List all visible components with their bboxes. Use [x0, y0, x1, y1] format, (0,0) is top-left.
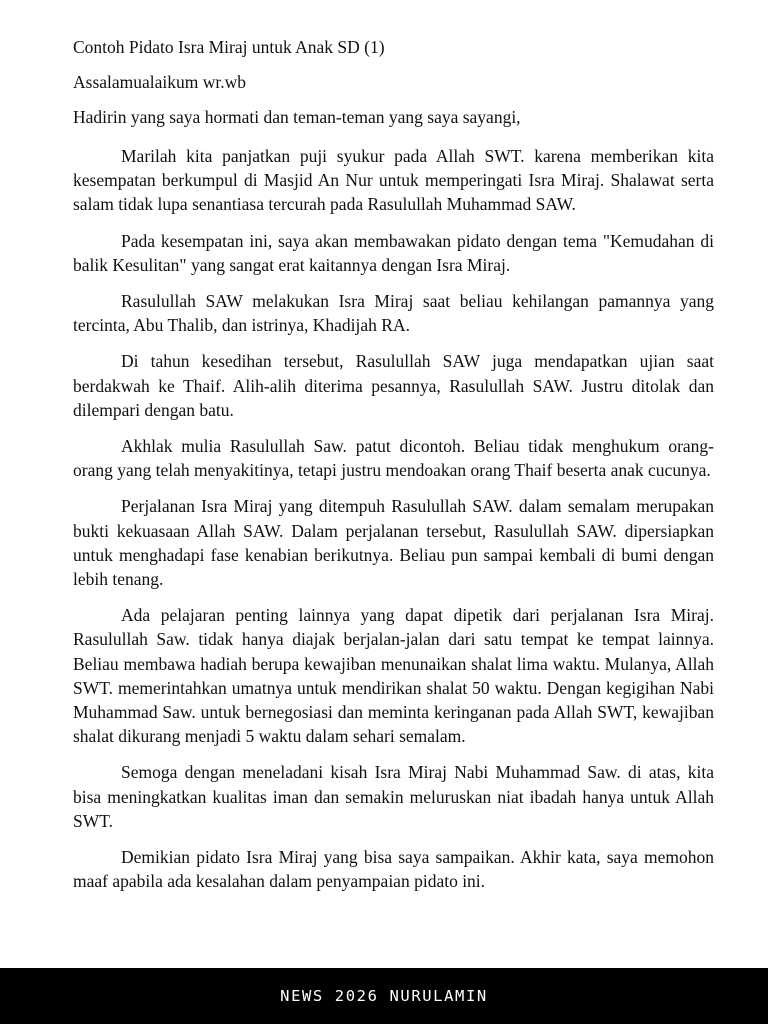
footer-watermark-bar	[0, 968, 768, 1024]
heading-spacer	[73, 135, 714, 144]
greeting-line: Assalamualaikum wr.wb	[73, 72, 247, 92]
document-body	[73, 30, 714, 893]
document-title: Contoh Pidato Isra Miraj untuk Anak SD (1)	[73, 37, 385, 57]
body-paragraph: Perjalanan Isra Miraj yang ditempuh Rasulullah SAW. dalam semalam merupakan bukti kekuasaan Allah SAW. Dalam perjalanan tersebut, Rasulullah SAW. dipersiapkan untuk menghadapi fase kenabian berikutnya. Beliau pun sampai kembali di bumi dengan lebih tenang.	[73, 496, 714, 590]
footer-watermark-text: NEWS 2026 NURULAMIN	[280, 987, 488, 1005]
body-paragraph: Pada kesempatan ini, saya akan membawakan pidato dengan tema "Kemudahan di balik Kesulitan" yang sangat erat kaitannya dengan Isra Miraj.	[73, 230, 714, 275]
body-paragraph: Ada pelajaran penting lainnya yang dapat dipetik dari perjalanan Isra Miraj. Rasulullah Saw. tidak hanya diajak berjalan-jalan dari satu tempat ke tempat lainnya. Beliau membawa hadiah berupa kewajiban menunaikan shalat lima waktu. Mulanya, Allah SWT. memerintahkan umatnya untuk mendirikan shalat 50 waktu. Dengan kegigihan Nabi Muhammad Saw. untuk bernegosiasi dan meminta keringanan pada Allah SWT, kewajiban shalat dikurang menjadi 5 waktu dalam sehari semalam.	[73, 605, 714, 747]
salutation-line: Hadirin yang saya hormati dan teman-teman yang saya sayangi,	[73, 107, 521, 127]
body-paragraph: Akhlak mulia Rasulullah Saw. patut dicontoh. Beliau tidak menghukum orang-orang yang telah menyakitinya, tetapi justru mendoakan orang Thaif beserta anak cucunya.	[73, 436, 714, 481]
body-paragraph: Rasulullah SAW melakukan Isra Miraj saat beliau kehilangan pamannya yang tercinta, Abu Thalib, dan istrinya, Khadijah RA.	[73, 291, 714, 336]
body-paragraph: Marilah kita panjatkan puji syukur pada Allah SWT. karena memberikan kita kesempatan berkumpul di Masjid An Nur untuk memperingati Isra Miraj. Shalawat serta salam tidak lupa senantiasa tercurah pada Rasulullah Muhammad SAW.	[73, 146, 714, 215]
body-paragraph: Demikian pidato Isra Miraj yang bisa saya sampaikan. Akhir kata, saya memohon maaf apabila ada kesalahan dalam penyampaian pidato ini.	[73, 847, 714, 892]
body-paragraph: Di tahun kesedihan tersebut, Rasulullah SAW juga mendapatkan ujian saat berdakwah ke Thaif. Alih-alih diterima pesannya, Rasulullah SAW. Justru ditolak dan dilempari dengan batu.	[73, 351, 714, 420]
body-paragraph: Semoga dengan meneladani kisah Isra Miraj Nabi Muhammad Saw. di atas, kita bisa meningkatkan kualitas iman dan semakin meluruskan niat ibadah hanya untuk Allah SWT.	[73, 762, 714, 831]
